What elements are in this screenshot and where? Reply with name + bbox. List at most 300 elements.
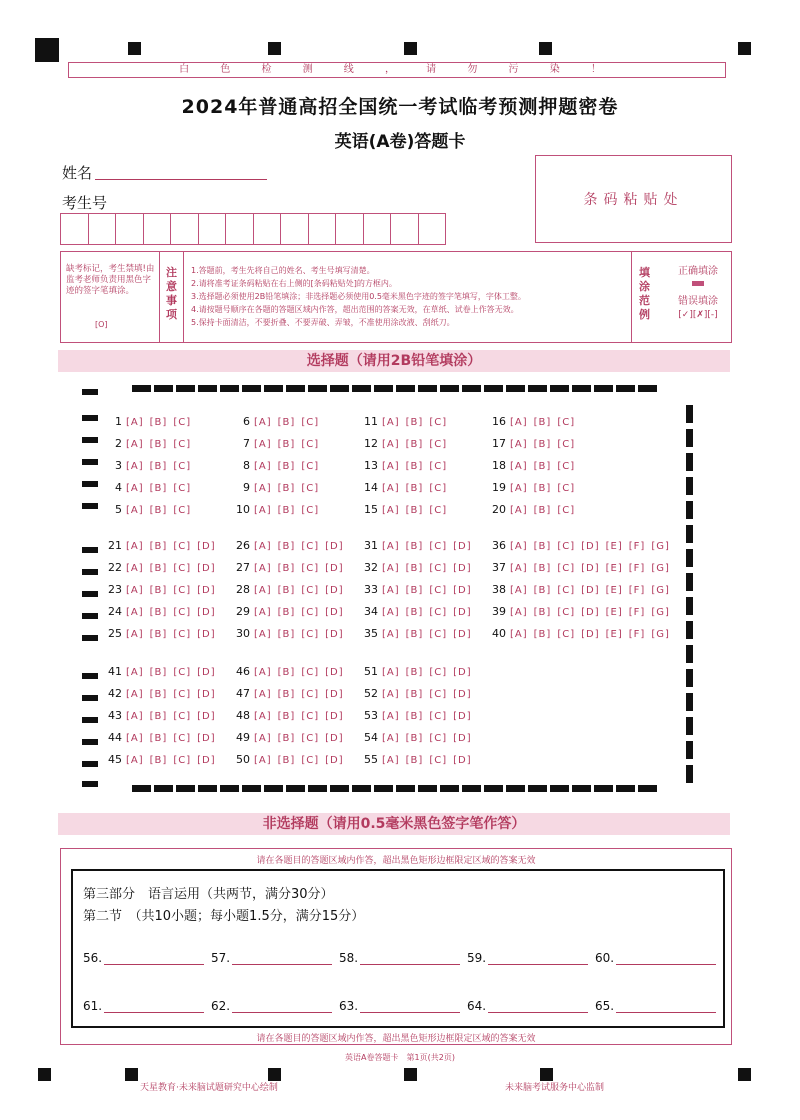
answer-bubble[interactable]: [A] bbox=[382, 541, 400, 552]
answer-bubble[interactable]: [D] bbox=[197, 689, 216, 700]
answer-bubble[interactable]: [A] bbox=[126, 505, 144, 516]
answer-bubble[interactable]: [C] bbox=[173, 483, 192, 494]
answer-bubble[interactable]: [A] bbox=[254, 461, 272, 472]
answer-bubble[interactable]: [D] bbox=[197, 629, 216, 640]
choice-answer-area bbox=[88, 385, 700, 793]
answer-bubble[interactable]: [A] bbox=[382, 667, 400, 678]
answer-bubble[interactable]: [D] bbox=[581, 563, 600, 574]
answer-bubble[interactable]: [A] bbox=[382, 629, 400, 640]
answer-bubble[interactable]: [B] bbox=[533, 541, 552, 552]
question-row bbox=[488, 437, 581, 450]
answer-bubble[interactable]: [C] bbox=[301, 711, 320, 722]
answer-bubble[interactable]: [C] bbox=[429, 667, 448, 678]
answer-bubble[interactable]: [C] bbox=[557, 563, 576, 574]
answer-bubble[interactable]: [C] bbox=[301, 755, 320, 766]
answer-bubble[interactable]: [A] bbox=[254, 689, 272, 700]
question-row bbox=[232, 753, 350, 766]
question-row bbox=[104, 561, 222, 574]
student-id-cell[interactable] bbox=[419, 214, 446, 244]
answer-bubble[interactable]: [B] bbox=[149, 689, 168, 700]
answer-bubble[interactable]: [C] bbox=[429, 607, 448, 618]
student-id-cell[interactable] bbox=[254, 214, 282, 244]
answer-bubble[interactable]: [B] bbox=[405, 439, 424, 450]
timing-dash bbox=[176, 385, 195, 392]
answer-bubble[interactable]: [C] bbox=[429, 755, 448, 766]
answer-bubble[interactable]: [D] bbox=[581, 585, 600, 596]
question-number: 42 bbox=[108, 687, 122, 700]
answer-bubble[interactable]: [D] bbox=[453, 689, 472, 700]
answer-bubble[interactable]: [C] bbox=[301, 461, 320, 472]
answer-bubble[interactable]: [A] bbox=[126, 439, 144, 450]
student-id-cell[interactable] bbox=[309, 214, 337, 244]
answer-bubble[interactable]: [D] bbox=[453, 667, 472, 678]
answer-bubble[interactable]: [C] bbox=[173, 733, 192, 744]
student-id-cell[interactable] bbox=[171, 214, 199, 244]
answer-bubble[interactable]: [G] bbox=[651, 585, 670, 596]
answer-bubble[interactable]: [F] bbox=[628, 607, 646, 618]
answer-bubble[interactable]: [C] bbox=[301, 585, 320, 596]
answer-bubble[interactable]: [A] bbox=[254, 607, 272, 618]
answer-bubble[interactable]: [A] bbox=[126, 755, 144, 766]
answer-bubble[interactable]: [A] bbox=[126, 733, 144, 744]
answer-bubble[interactable]: [C] bbox=[429, 629, 448, 640]
blank-line[interactable] bbox=[488, 952, 588, 965]
timing-dash bbox=[462, 785, 481, 792]
answer-bubble[interactable]: [D] bbox=[325, 711, 344, 722]
answer-bubble[interactable]: [A] bbox=[126, 483, 144, 494]
fill-blank[interactable] bbox=[83, 999, 204, 1013]
answer-bubble[interactable]: [C] bbox=[557, 541, 576, 552]
answer-bubble[interactable]: [D] bbox=[453, 607, 472, 618]
timing-dash bbox=[220, 385, 239, 392]
answer-bubble[interactable]: [D] bbox=[197, 755, 216, 766]
answer-bubble[interactable]: [A] bbox=[510, 417, 528, 428]
answer-bubble[interactable]: [D] bbox=[197, 607, 216, 618]
student-id-cell[interactable] bbox=[199, 214, 227, 244]
student-id-cell[interactable] bbox=[144, 214, 172, 244]
answer-bubble[interactable]: [C] bbox=[429, 461, 448, 472]
absent-mark-box[interactable]: [O] bbox=[95, 320, 108, 329]
answer-bubble[interactable]: [B] bbox=[149, 607, 168, 618]
answer-bubble[interactable]: [D] bbox=[197, 711, 216, 722]
question-row bbox=[232, 481, 325, 494]
answer-bubble[interactable]: [B] bbox=[277, 733, 296, 744]
question-row bbox=[360, 561, 478, 574]
answer-bubble[interactable]: [A] bbox=[126, 667, 144, 678]
answer-bubble[interactable]: [B] bbox=[149, 461, 168, 472]
answer-bubble[interactable]: [D] bbox=[197, 585, 216, 596]
answer-bubble[interactable]: [C] bbox=[173, 541, 192, 552]
answer-bubble[interactable]: [B] bbox=[533, 607, 552, 618]
answer-bubble[interactable]: [C] bbox=[429, 483, 448, 494]
answer-bubble[interactable]: [B] bbox=[149, 563, 168, 574]
answer-bubble[interactable]: [B] bbox=[277, 585, 296, 596]
answer-bubble[interactable]: [A] bbox=[382, 417, 400, 428]
answer-bubble[interactable]: [A] bbox=[382, 585, 400, 596]
answer-bubble[interactable]: [B] bbox=[277, 483, 296, 494]
answer-bubble[interactable]: [A] bbox=[126, 417, 144, 428]
answer-bubble[interactable]: [C] bbox=[557, 629, 576, 640]
blank-line[interactable] bbox=[488, 1000, 588, 1013]
answer-bubble[interactable]: [D] bbox=[197, 667, 216, 678]
answer-bubble[interactable]: [D] bbox=[325, 689, 344, 700]
answer-bubble[interactable]: [B] bbox=[405, 417, 424, 428]
answer-bubble[interactable]: [G] bbox=[651, 629, 670, 640]
timing-dash bbox=[330, 785, 349, 792]
blank-line[interactable] bbox=[360, 952, 460, 965]
blank-line[interactable] bbox=[232, 952, 332, 965]
answer-bubble[interactable]: [D] bbox=[325, 541, 344, 552]
absent-mark-text: 缺考标记，考生禁填!由监考老师负责用黑色字迹的签字笔填涂。 bbox=[66, 264, 155, 296]
answer-bubble[interactable]: [D] bbox=[197, 563, 216, 574]
fill-blank[interactable] bbox=[211, 999, 332, 1013]
answer-bubble[interactable]: [G] bbox=[651, 541, 670, 552]
alignment-mark bbox=[738, 1068, 751, 1081]
student-id-cell[interactable] bbox=[89, 214, 117, 244]
answer-bubble[interactable]: [B] bbox=[149, 667, 168, 678]
question-number: 23 bbox=[108, 583, 122, 596]
blank-line[interactable] bbox=[104, 952, 204, 965]
answer-bubble[interactable]: [A] bbox=[382, 483, 400, 494]
answer-bubble[interactable]: [B] bbox=[277, 607, 296, 618]
answer-bubble[interactable]: [B] bbox=[405, 711, 424, 722]
answer-bubble[interactable]: [A] bbox=[254, 541, 272, 552]
answer-bubble[interactable]: [B] bbox=[533, 461, 552, 472]
answer-bubble[interactable]: [D] bbox=[581, 629, 600, 640]
answer-bubble[interactable]: [A] bbox=[510, 483, 528, 494]
fill-example-heading: 填涂范例 bbox=[639, 266, 650, 321]
answer-bubble[interactable]: [A] bbox=[382, 439, 400, 450]
answer-bubble[interactable]: [F] bbox=[628, 585, 646, 596]
answer-bubble[interactable]: [A] bbox=[254, 629, 272, 640]
answer-bubble[interactable]: [C] bbox=[173, 629, 192, 640]
answer-bubble[interactable]: [D] bbox=[453, 733, 472, 744]
alignment-mark bbox=[404, 42, 417, 55]
answer-bubble[interactable]: [C] bbox=[173, 563, 192, 574]
fill-blank[interactable] bbox=[595, 951, 716, 965]
answer-bubble[interactable]: [A] bbox=[510, 439, 528, 450]
alignment-mark bbox=[738, 42, 751, 55]
question-number: 53 bbox=[364, 709, 378, 722]
answer-bubble[interactable]: [B] bbox=[277, 439, 296, 450]
row-timing-mark bbox=[82, 739, 98, 745]
answer-bubble[interactable]: [B] bbox=[277, 711, 296, 722]
answer-bubble[interactable]: [D] bbox=[325, 667, 344, 678]
timing-dash bbox=[220, 785, 239, 792]
answer-bubble[interactable]: [A] bbox=[382, 755, 400, 766]
fill-blank[interactable] bbox=[467, 951, 588, 965]
answer-bubble[interactable]: [A] bbox=[126, 563, 144, 574]
answer-bubble[interactable]: [B] bbox=[533, 417, 552, 428]
student-id-cell[interactable] bbox=[116, 214, 144, 244]
answer-bubble[interactable]: [C] bbox=[301, 607, 320, 618]
answer-bubble[interactable]: [B] bbox=[405, 733, 424, 744]
answer-bubble[interactable]: [D] bbox=[453, 629, 472, 640]
answer-bubble[interactable]: [B] bbox=[277, 541, 296, 552]
answer-bubble[interactable]: [C] bbox=[429, 689, 448, 700]
answer-bubble[interactable]: [C] bbox=[301, 505, 320, 516]
student-id-cell[interactable] bbox=[364, 214, 392, 244]
answer-bubble[interactable]: [D] bbox=[197, 541, 216, 552]
answer-bubble[interactable]: [C] bbox=[557, 483, 576, 494]
answer-bubble[interactable]: [A] bbox=[510, 505, 528, 516]
answer-bubble[interactable]: [C] bbox=[301, 483, 320, 494]
timing-dash bbox=[396, 385, 415, 392]
answer-bubble[interactable]: [E] bbox=[605, 585, 623, 596]
answer-bubble[interactable]: [C] bbox=[301, 689, 320, 700]
answer-bubble[interactable]: [B] bbox=[149, 733, 168, 744]
answer-bubble[interactable]: [B] bbox=[277, 563, 296, 574]
answer-bubble[interactable]: [D] bbox=[581, 607, 600, 618]
answer-bubble[interactable]: [B] bbox=[405, 563, 424, 574]
answer-bubble[interactable]: [A] bbox=[126, 629, 144, 640]
answer-bubble[interactable]: [D] bbox=[325, 585, 344, 596]
answer-bubble[interactable]: [A] bbox=[126, 607, 144, 618]
question-number: 26 bbox=[236, 539, 250, 552]
answer-bubble[interactable]: [B] bbox=[277, 667, 296, 678]
answer-bubble[interactable]: [B] bbox=[149, 629, 168, 640]
answer-bubble[interactable]: [E] bbox=[605, 563, 623, 574]
blank-line[interactable] bbox=[232, 1000, 332, 1013]
fill-blank[interactable] bbox=[211, 951, 332, 965]
answer-bubble[interactable]: [B] bbox=[277, 689, 296, 700]
answer-bubble[interactable]: [B] bbox=[405, 505, 424, 516]
answer-bubble[interactable]: [D] bbox=[453, 755, 472, 766]
answer-bubble[interactable]: [C] bbox=[301, 541, 320, 552]
answer-bubble[interactable]: [D] bbox=[325, 629, 344, 640]
answer-bubble[interactable]: [C] bbox=[301, 629, 320, 640]
alignment-mark bbox=[38, 1068, 51, 1081]
answer-bubble[interactable]: [D] bbox=[325, 755, 344, 766]
student-id-cell[interactable] bbox=[61, 214, 89, 244]
answer-bubble[interactable]: [C] bbox=[429, 505, 448, 516]
question-row bbox=[104, 605, 222, 618]
answer-bubble[interactable]: [B] bbox=[149, 483, 168, 494]
answer-bubble[interactable]: [B] bbox=[405, 585, 424, 596]
timing-dash bbox=[418, 385, 437, 392]
fill-blank[interactable] bbox=[467, 999, 588, 1013]
answer-bubble[interactable]: [A] bbox=[510, 563, 528, 574]
answer-bubble[interactable]: [C] bbox=[429, 541, 448, 552]
answer-bubble[interactable]: [A] bbox=[510, 585, 528, 596]
question-number: 30 bbox=[236, 627, 250, 640]
row-timing-mark bbox=[82, 717, 98, 723]
answer-bubble[interactable]: [C] bbox=[173, 711, 192, 722]
fill-blank[interactable] bbox=[595, 999, 716, 1013]
blank-line[interactable] bbox=[616, 952, 716, 965]
name-field[interactable] bbox=[95, 163, 267, 180]
answer-bubble[interactable]: [D] bbox=[453, 541, 472, 552]
timing-dash bbox=[686, 477, 693, 495]
answer-bubble[interactable]: [A] bbox=[254, 755, 272, 766]
answer-bubble[interactable]: [C] bbox=[301, 563, 320, 574]
answer-bubble[interactable]: [B] bbox=[149, 541, 168, 552]
answer-bubble[interactable]: [C] bbox=[173, 755, 192, 766]
answer-bubble[interactable]: [A] bbox=[254, 667, 272, 678]
answer-bubble[interactable]: [B] bbox=[533, 629, 552, 640]
answer-bubble[interactable]: [A] bbox=[382, 711, 400, 722]
answer-bubble[interactable]: [A] bbox=[254, 585, 272, 596]
answer-bubble[interactable]: [A] bbox=[382, 505, 400, 516]
answer-bubble[interactable]: [C] bbox=[173, 417, 192, 428]
answer-bubble[interactable]: [C] bbox=[429, 585, 448, 596]
answer-bubble[interactable]: [B] bbox=[149, 505, 168, 516]
answer-bubble[interactable]: [D] bbox=[325, 563, 344, 574]
timing-dash bbox=[616, 385, 635, 392]
answer-bubble[interactable]: [A] bbox=[254, 417, 272, 428]
answer-bubble[interactable]: [A] bbox=[126, 585, 144, 596]
answer-bubble[interactable]: [D] bbox=[197, 733, 216, 744]
question-number: 1 bbox=[115, 415, 122, 428]
blank-line[interactable] bbox=[104, 1000, 204, 1013]
answer-bubble[interactable]: [A] bbox=[382, 607, 400, 618]
answer-bubble[interactable]: [A] bbox=[126, 711, 144, 722]
answer-bubble[interactable]: [B] bbox=[533, 585, 552, 596]
student-id-cell[interactable] bbox=[226, 214, 254, 244]
question-number: 12 bbox=[364, 437, 378, 450]
timing-dash bbox=[686, 501, 693, 519]
answer-bubble[interactable]: [B] bbox=[277, 755, 296, 766]
answer-bubble[interactable]: [A] bbox=[382, 563, 400, 574]
timing-dash bbox=[418, 785, 437, 792]
answer-bubble[interactable]: [A] bbox=[254, 711, 272, 722]
student-id-boxes[interactable] bbox=[60, 213, 446, 245]
answer-bubble[interactable]: [C] bbox=[429, 563, 448, 574]
question-row bbox=[488, 627, 676, 640]
answer-bubble[interactable]: [C] bbox=[173, 667, 192, 678]
answer-bubble[interactable]: [B] bbox=[277, 629, 296, 640]
answer-bubble[interactable]: [D] bbox=[453, 711, 472, 722]
fill-blank[interactable] bbox=[339, 951, 460, 965]
answer-bubble[interactable]: [A] bbox=[382, 733, 400, 744]
question-row bbox=[488, 481, 581, 494]
answer-bubble[interactable]: [C] bbox=[557, 505, 576, 516]
answer-bubble[interactable]: [A] bbox=[254, 563, 272, 574]
answer-bubble[interactable]: [D] bbox=[581, 541, 600, 552]
question-row bbox=[104, 459, 197, 472]
answer-bubble[interactable]: [C] bbox=[557, 607, 576, 618]
answer-bubble[interactable]: [B] bbox=[405, 541, 424, 552]
answer-bubble[interactable]: [A] bbox=[254, 505, 272, 516]
answer-bubble[interactable]: [B] bbox=[533, 505, 552, 516]
answer-bubble[interactable]: [A] bbox=[510, 461, 528, 472]
answer-bubble[interactable]: [C] bbox=[173, 607, 192, 618]
answer-bubble[interactable]: [C] bbox=[429, 733, 448, 744]
fill-blank[interactable] bbox=[339, 999, 460, 1013]
answer-bubble[interactable]: [B] bbox=[149, 755, 168, 766]
student-id-cell[interactable] bbox=[336, 214, 364, 244]
student-id-cell[interactable] bbox=[281, 214, 309, 244]
answer-bubble[interactable]: [A] bbox=[382, 461, 400, 472]
answer-bubble[interactable]: [B] bbox=[277, 461, 296, 472]
timing-dash bbox=[594, 385, 613, 392]
row-timing-mark bbox=[82, 673, 98, 679]
answer-bubble[interactable]: [C] bbox=[429, 417, 448, 428]
answer-bubble[interactable]: [E] bbox=[605, 607, 623, 618]
question-row bbox=[232, 627, 350, 640]
answer-bubble[interactable]: [B] bbox=[149, 711, 168, 722]
answer-bubble[interactable]: [A] bbox=[382, 689, 400, 700]
answer-bubble[interactable]: [A] bbox=[510, 541, 528, 552]
answer-bubble[interactable]: [A] bbox=[254, 483, 272, 494]
answer-bubble[interactable]: [E] bbox=[605, 629, 623, 640]
answer-bubble[interactable]: [C] bbox=[301, 439, 320, 450]
answer-bubble[interactable]: [B] bbox=[277, 417, 296, 428]
blank-number: 58. bbox=[339, 951, 359, 965]
question-row bbox=[104, 753, 222, 766]
answer-bubble[interactable]: [B] bbox=[405, 689, 424, 700]
answer-bubble[interactable]: [B] bbox=[149, 585, 168, 596]
answer-bubble[interactable]: [A] bbox=[126, 689, 144, 700]
answer-bubble[interactable]: [F] bbox=[628, 563, 646, 574]
answer-bubble[interactable]: [B] bbox=[405, 755, 424, 766]
answer-bubble[interactable]: [B] bbox=[405, 667, 424, 678]
answer-bubble[interactable]: [B] bbox=[533, 439, 552, 450]
answer-bubble[interactable]: [B] bbox=[149, 439, 168, 450]
answer-bubble[interactable]: [B] bbox=[405, 483, 424, 494]
answer-bubble[interactable]: [B] bbox=[405, 607, 424, 618]
answer-bubble[interactable]: [C] bbox=[173, 505, 192, 516]
fill-blank[interactable] bbox=[83, 951, 204, 965]
answer-bubble[interactable]: [A] bbox=[126, 461, 144, 472]
answer-bubble[interactable]: [C] bbox=[301, 667, 320, 678]
answer-bubble[interactable]: [C] bbox=[173, 439, 192, 450]
answer-bubble[interactable]: [C] bbox=[557, 461, 576, 472]
answer-bubble[interactable]: [A] bbox=[510, 629, 528, 640]
answer-bubble[interactable]: [A] bbox=[126, 541, 144, 552]
answer-bubble[interactable]: [C] bbox=[173, 461, 192, 472]
answer-bubble[interactable]: [B] bbox=[149, 417, 168, 428]
answer-bubble[interactable]: [D] bbox=[453, 585, 472, 596]
answer-bubble[interactable]: [D] bbox=[453, 563, 472, 574]
answer-bubble[interactable]: [F] bbox=[628, 629, 646, 640]
answer-bubble[interactable]: [G] bbox=[651, 607, 670, 618]
answer-bubble[interactable]: [C] bbox=[301, 733, 320, 744]
answer-bubble[interactable]: [F] bbox=[628, 541, 646, 552]
answer-bubble[interactable]: [D] bbox=[325, 607, 344, 618]
answer-bubble[interactable]: [B] bbox=[405, 629, 424, 640]
answer-bubble[interactable]: [C] bbox=[173, 689, 192, 700]
timing-dash bbox=[198, 785, 217, 792]
answer-bubble[interactable]: [C] bbox=[557, 585, 576, 596]
answer-bubble[interactable]: [B] bbox=[533, 483, 552, 494]
blank-line[interactable] bbox=[616, 1000, 716, 1013]
answer-bubble[interactable]: [E] bbox=[605, 541, 623, 552]
blank-line[interactable] bbox=[360, 1000, 460, 1013]
answer-bubble[interactable]: [B] bbox=[533, 563, 552, 574]
question-number: 8 bbox=[243, 459, 250, 472]
answer-bubble[interactable]: [C] bbox=[173, 585, 192, 596]
question-number: 34 bbox=[364, 605, 378, 618]
answer-bubble[interactable]: [B] bbox=[405, 461, 424, 472]
row-timing-mark bbox=[82, 761, 98, 767]
answer-bubble[interactable]: [B] bbox=[277, 505, 296, 516]
answer-bubble[interactable]: [D] bbox=[325, 733, 344, 744]
answer-bubble[interactable]: [C] bbox=[557, 439, 576, 450]
answer-bubble[interactable]: [A] bbox=[510, 607, 528, 618]
nonchoice-section-banner: 非选择题（请用0.5毫米黑色签字笔作答） bbox=[58, 813, 730, 835]
answer-bubble[interactable]: [A] bbox=[254, 733, 272, 744]
answer-bubble[interactable]: [C] bbox=[429, 711, 448, 722]
student-id-cell[interactable] bbox=[391, 214, 419, 244]
answer-bubble[interactable]: [C] bbox=[557, 417, 576, 428]
answer-bubble[interactable]: [C] bbox=[429, 439, 448, 450]
answer-bubble[interactable]: [C] bbox=[301, 417, 320, 428]
answer-bubble[interactable]: [A] bbox=[254, 439, 272, 450]
instructions-panel bbox=[60, 251, 732, 343]
answer-bubble[interactable]: [G] bbox=[651, 563, 670, 574]
white-detection-line: 白 色 检 测 线 ， 请 勿 污 染 ！ bbox=[68, 62, 726, 78]
